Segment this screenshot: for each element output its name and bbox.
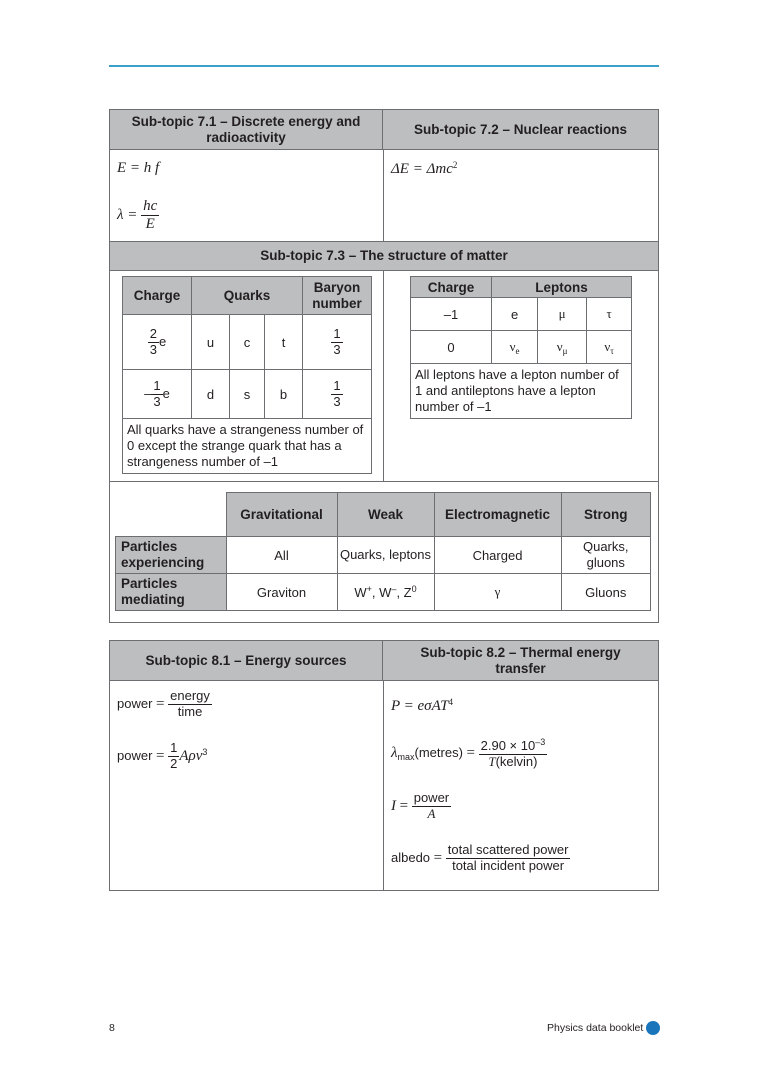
experiencing-grav: All: [226, 537, 337, 574]
quarks-col-charge: Charge: [123, 277, 192, 315]
leptons-col-charge: Charge: [411, 277, 492, 298]
footer-title: Physics data booklet: [547, 1022, 644, 1034]
mediating-em: γ: [434, 574, 561, 611]
mediating-weak: W+, W–, $Z^0$: [337, 574, 434, 611]
lepton-electron: e: [492, 298, 538, 331]
ib-logo-icon: [646, 1021, 660, 1035]
experiencing-em: Charged: [434, 537, 561, 574]
force-strong: Strong: [561, 493, 651, 537]
force-gravitational: Gravitational: [226, 493, 337, 537]
quark-s: s: [229, 370, 264, 419]
s82-header: [383, 641, 658, 681]
quark-charge-minus: – $\frac{1}{3}$ e: [123, 370, 192, 419]
eq-de-broglie: λ = $\frac{hc}{E}$: [117, 198, 158, 233]
lepton-charge-neg: –1: [411, 298, 492, 331]
quark-u: u: [192, 315, 230, 370]
forces-corner: [116, 493, 227, 537]
quark-charge-plus: $\frac{2}{3}$ e: [123, 315, 192, 370]
eq-photon-energy: E = h f: [117, 160, 160, 176]
lepton-nu-mu: $\nu_\mu$: [538, 331, 587, 364]
quark-baryon-1: $\frac{1}{3}$: [303, 315, 372, 370]
divider-71-72: [383, 150, 384, 241]
leptons-note: All leptons have a lepton number of 1 and antileptons have a lepton number of –1: [411, 364, 632, 419]
quarks-table: [122, 276, 372, 474]
eq-wind-power: power = $\frac{1}{2}$ Aρv$^3$: [117, 740, 208, 771]
eq-stefan-boltzmann: P = eσAT$^4$: [391, 697, 454, 714]
eq-albedo: albedo = $\frac{\text{total scattered power}}{\text{total incident power}}$: [391, 842, 569, 873]
forces-table: [115, 492, 651, 611]
lepton-muon: μ: [538, 298, 587, 331]
divider-81-82: [383, 681, 384, 890]
quarks-note: All quarks have a strangeness number of 0 except the strange quark that has a strangeness number of –1: [123, 419, 372, 474]
s73-title: Sub-topic 7.3 – The structure of matter: [260, 248, 508, 263]
leptons-table: [410, 276, 632, 419]
s71-title: Sub-topic 7.1 – Discrete energy and radioactivity: [131, 113, 361, 145]
s81-title: Sub-topic 8.1 – Energy sources: [145, 652, 347, 668]
s71-header: [110, 110, 383, 150]
topic8-table: [109, 640, 659, 891]
s72-title: Sub-topic 7.2 – Nuclear reactions: [413, 121, 628, 137]
s82-title: Sub-topic 8.2 – Thermal energy transfer: [420, 644, 621, 676]
page-number: 8: [109, 1022, 115, 1034]
topic7-table: [109, 109, 659, 623]
experiencing-weak: Quarks, leptons: [337, 537, 434, 574]
quark-t: t: [265, 315, 303, 370]
lepton-charge-zero: 0: [411, 331, 492, 364]
quark-c: c: [229, 315, 264, 370]
quarks-col-quarks: Quarks: [192, 277, 303, 315]
eq-intensity: I = $\frac{\text{power}}{A}$: [391, 790, 450, 821]
lepton-nu-e: $\nu_e$: [492, 331, 538, 364]
experiencing-strong: Quarks, gluons: [561, 537, 651, 574]
quark-b: b: [265, 370, 303, 419]
eq-wien: $\lambda_{max}(metres)$ = $\frac{2.90 \times 10^{-3}}{\text{T(kelvin)}}$: [391, 737, 546, 769]
divider-73: [383, 271, 384, 481]
lepton-tau: τ: [587, 298, 632, 331]
force-electromagnetic: Electromagnetic: [434, 493, 561, 537]
divider-forces: [110, 481, 658, 482]
s72-header: [383, 110, 658, 150]
mediating-grav: Graviton: [226, 574, 337, 611]
quarks-col-baryon: Baryon number: [303, 277, 372, 315]
forces-row-experiencing: Particles experiencing: [116, 537, 227, 574]
mediating-strong: Gluons: [561, 574, 651, 611]
eq-power: power = $\frac{\text{energy}}{\text{time}}$: [117, 688, 210, 719]
s73-header: [110, 241, 658, 271]
lepton-nu-tau: $\nu_\tau$: [587, 331, 632, 364]
forces-row-mediating: Particles mediating: [116, 574, 227, 611]
leptons-col-leptons: Leptons: [492, 277, 632, 298]
quark-d: d: [192, 370, 230, 419]
s81-header: [110, 641, 383, 681]
header-rule: [109, 65, 659, 67]
eq-mass-energy: ΔE = Δmc$^2$: [391, 160, 458, 177]
force-weak: Weak: [337, 493, 434, 537]
quark-baryon-2: $\frac{1}{3}$: [303, 370, 372, 419]
